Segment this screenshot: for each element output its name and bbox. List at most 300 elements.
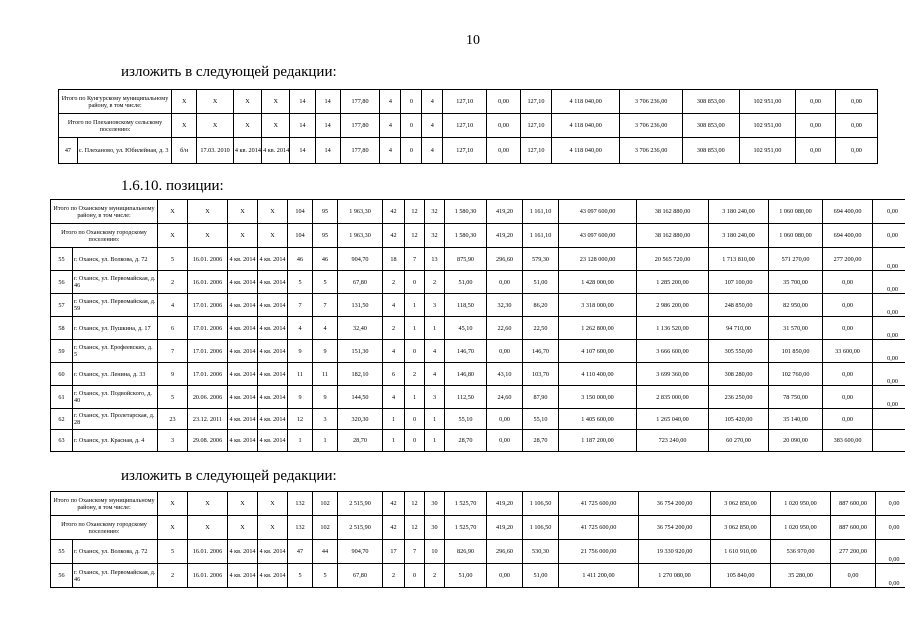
table-cell: 1 106,50 [523,492,559,516]
table-cell: 18 [383,248,405,271]
table-cell: 4 [158,294,188,317]
table-cell: 55,10 [523,409,559,430]
table-cell: 1 187 200,00 [559,430,637,452]
table-cell: 2 515,90 [338,492,383,516]
table-cell: 3 706 236,00 [620,90,683,114]
table-cell: г. Оханск, ул. Ерофеевских, д. 5 [73,340,158,363]
table-cell: 0 [401,90,422,114]
table-cell: 0 [401,114,422,138]
table-cell: 4 118 040,00 [552,90,620,114]
table-cell: 4 кв. 2014 [258,340,288,363]
table-cell: 51,00 [445,271,487,294]
table-cell: 4 кв. 2014 [258,271,288,294]
table-cell: 0,00 [823,363,873,386]
table-cell: 2 [383,564,405,588]
table-cell: 2 [405,363,425,386]
table-cell: 571 270,00 [769,248,823,271]
table-cell: 95 [313,200,338,224]
table-cell: 1 713 810,00 [709,248,769,271]
table-cell: 1 161,10 [523,200,559,224]
table-cell: 9 [158,363,188,386]
table-cell: 4 [383,386,405,409]
table-cell: 2 [383,271,405,294]
table-cell: 0,00 [796,114,836,138]
table-cell: 236 250,00 [709,386,769,409]
table-cell: 4 кв. 2014 [228,248,258,271]
table-cell: 43 097 600,00 [559,200,637,224]
table-row [59,138,878,164]
table-cell: г. Оханск, ул. Пушкина, д. 17 [73,317,158,340]
table-cell: 4 кв. 2014 [258,430,288,452]
table-cell: 7 [288,294,313,317]
table-cell: 12 [405,200,425,224]
table-cell: 1 270 080,00 [639,564,711,588]
table-cell: Итого по Оханскому городскому поселению: [51,516,158,540]
table-cell: 41 725 600,00 [559,492,639,516]
table-cell: 1 405 600,00 [559,409,637,430]
table-cell: 47 [59,138,78,164]
table-cell: 3 706 236,00 [620,114,683,138]
table-cell: 51,00 [445,564,487,588]
table-cell: 4 [422,138,443,164]
table-cell: X [158,492,188,516]
table-cell: 11 [288,363,313,386]
table-cell: 3 666 600,00 [637,340,709,363]
table-cell: 4 кв. 2014 [258,409,288,430]
table-cell: 1 963,30 [338,224,383,248]
table-cell: 0,00 [823,317,873,340]
table-cell: 383 600,00 [823,430,873,452]
table-cell: 694 400,00 [823,224,873,248]
table-cell: 146,70 [523,340,559,363]
table-cell: 102 951,00 [739,90,796,114]
table-cell: 17.01. 2006 [188,363,228,386]
table-cell: 144,50 [338,386,383,409]
table-cell: 17.01. 2006 [188,294,228,317]
table-cell: 0,00 [487,138,521,164]
table-cell: 14 [315,114,340,138]
table-cell: 2 986 200,00 [637,294,709,317]
table-cell: 30 [425,492,445,516]
table-cell: 0,00 [487,564,523,588]
table-cell: 4 [383,340,405,363]
table-cell: 5 [313,564,338,588]
table-cell: 63 [51,430,73,452]
table-cell: 4 [422,90,443,114]
table-cell: 104 [288,200,313,224]
table-cell: 29.08. 2006 [188,430,228,452]
table-cell: 127,10 [443,138,487,164]
table-cell: 36 754 200,00 [639,516,711,540]
table-cell: 0,00 [835,90,877,114]
table-cell: 4 кв. 2014 [228,294,258,317]
table-cell: 2 515,90 [338,516,383,540]
table-cell: 41 725 600,00 [559,516,639,540]
table-cell: 22,60 [487,317,523,340]
table-cell: 320,30 [338,409,383,430]
table-cell: 4 [313,317,338,340]
table-cell: 17 [383,540,405,564]
table-cell: 1 411 200,00 [559,564,639,588]
table-cell: 61 [51,386,73,409]
table-cell: 47 [288,540,313,564]
heading-edit-2: изложить в следующей редакции: [121,468,337,484]
table-cell: 177,80 [340,114,380,138]
table-cell: 2 [158,271,188,294]
table-cell [873,409,905,430]
table-cell: 104 [288,224,313,248]
table-cell: г. Оханск, ул. Подвойского, д. 40 [73,386,158,409]
table-cell: 887 600,00 [831,492,876,516]
table-cell: 32,40 [338,317,383,340]
table-cell: 1 020 950,00 [771,492,831,516]
table-cell: 0,00 [487,340,523,363]
table-cell: 5 [158,248,188,271]
table-cell: 4 кв. 2014 [258,540,288,564]
table-cell: 94 710,00 [709,317,769,340]
table-cell: 0 [405,409,425,430]
table-cell: 9 [313,340,338,363]
table-cell: 59 [51,340,73,363]
table-cell: 1 [425,409,445,430]
table-cell: X [158,200,188,224]
table-cell: 55,10 [445,409,487,430]
table-cell: 4 [422,114,443,138]
table-cell: 127,10 [443,114,487,138]
table-cell: 7 [158,340,188,363]
table-cell: 3 062 850,00 [711,492,771,516]
table-cell: 38 162 880,00 [637,224,709,248]
table-cell: б/н [172,138,197,164]
table-cell: 102 760,00 [769,363,823,386]
table-row [51,492,905,516]
table-cell: 3 [425,294,445,317]
table-cell: Итого по Оханскому городскому поселению: [51,224,158,248]
table-cell: 0,00 [873,294,905,317]
table-cell: 4 кв. 2014 [228,317,258,340]
table-cell: 0,00 [873,224,905,248]
table-cell: 1 525,70 [445,516,487,540]
table-cell: 0,00 [487,271,523,294]
table-cell: 6 [383,363,405,386]
table-cell: 0,00 [823,386,873,409]
table-cell: 2 835 000,00 [637,386,709,409]
table-cell: X [228,224,258,248]
table-cell: 4 кв. 2014 [228,340,258,363]
table-cell: 7 [405,540,425,564]
table-cell: 17.01. 2006 [188,317,228,340]
table-cell [873,430,905,452]
table-cell: 4 [425,363,445,386]
table-cell: г. Оханск, ул. Волкова, д. 72 [73,248,158,271]
table-cell: 5 [288,271,313,294]
table-cell: 3 150 000,00 [559,386,637,409]
table-cell: 3 [425,386,445,409]
table-cell: 1 [425,317,445,340]
table-cell: 102 951,00 [739,114,796,138]
table-cell: 58 [51,317,73,340]
table-cell: 16.01. 2006 [188,248,228,271]
table-okhansk-positions [50,199,905,452]
table-cell: 10 [425,540,445,564]
table-cell: 103,70 [523,363,559,386]
table-cell: 7 [405,248,425,271]
table-cell: 127,10 [443,90,487,114]
table-cell: 146,80 [445,363,487,386]
table-cell: 4 кв. 2014 [228,430,258,452]
table-row [59,90,878,114]
table-cell: 2 [425,564,445,588]
table-row [51,340,905,363]
table-cell: 57 [51,294,73,317]
table-row [51,224,905,248]
table-cell: 3 [158,430,188,452]
table-cell: 4 [288,317,313,340]
table-cell: 4 [380,90,401,114]
table-row [51,564,905,588]
table-cell: 1 060 080,00 [769,224,823,248]
table-cell: 13 [425,248,445,271]
table-cell: 146,70 [445,340,487,363]
table-cell: 308 853,00 [683,114,740,138]
table-cell: 0,00 [796,90,836,114]
page-number: 10 [466,33,480,48]
table-cell: 24,60 [487,386,523,409]
table-cell: 4 кв. 2014 [258,363,288,386]
table-row [51,248,905,271]
table-cell: X [172,114,197,138]
table-cell: 1 136 520,00 [637,317,709,340]
table-row [51,294,905,317]
table-cell: Итого по Оханскому муниципальному району, в том числе: [51,200,158,224]
table-cell: 20.06. 2006 [188,386,228,409]
table-cell: 16.01. 2006 [188,271,228,294]
table-cell: 4 кв. 2014 [228,363,258,386]
table-cell: 182,10 [338,363,383,386]
table-row [51,409,905,430]
table-cell: 0 [405,271,425,294]
table-cell: 5 [288,564,313,588]
table-cell: 530,30 [523,540,559,564]
table-cell: 17.03. 2010 [197,138,234,164]
table-cell: 20 565 720,00 [637,248,709,271]
table-cell: 308 853,00 [683,138,740,164]
table-cell: 19 330 920,00 [639,540,711,564]
table-cell: 0,00 [873,200,905,224]
table-cell: 1 963,30 [338,200,383,224]
table-cell: 4 кв. 2014 [228,540,258,564]
table-cell: 127,10 [520,138,551,164]
table-row [51,386,905,409]
table-cell: 4 кв. 2014 [258,294,288,317]
table-cell: 4 110 400,00 [559,363,637,386]
table-row [51,363,905,386]
table-cell: 107 100,00 [709,271,769,294]
table-cell: 105 420,00 [709,409,769,430]
table-cell: 22,50 [523,317,559,340]
table-cell: 78 750,00 [769,386,823,409]
table-cell: 2 [425,271,445,294]
table-cell: 14 [290,114,315,138]
table-cell: 17.01. 2006 [188,340,228,363]
table-cell: 46 [313,248,338,271]
table-cell: 3 318 000,00 [559,294,637,317]
table-cell: 9 [288,386,313,409]
table-cell: 102 951,00 [739,138,796,164]
table-row [51,430,905,452]
table-cell: 694 400,00 [823,200,873,224]
table-cell: 14 [315,90,340,114]
table-cell: 5 [313,271,338,294]
table-cell: 112,50 [445,386,487,409]
table-cell: 105 840,00 [711,564,771,588]
table-cell: 38 162 880,00 [637,200,709,224]
heading-section-1-6-10: 1.6.10. позиции: [121,178,224,194]
table-cell: 1 610 910,00 [711,540,771,564]
table-cell: 904,70 [338,248,383,271]
table-cell: 32 [425,200,445,224]
table-cell: 12 [288,409,313,430]
table-cell: 2 [158,564,188,588]
table-cell: 296,60 [487,540,523,564]
table-cell: 42 [383,200,405,224]
table-cell: 248 850,00 [709,294,769,317]
table-cell: 305 550,00 [709,340,769,363]
table-cell: 0,00 [835,114,877,138]
table-cell: 0,00 [876,516,905,540]
table-cell: 86,20 [523,294,559,317]
table-cell: 4 107 600,00 [559,340,637,363]
table-okhansk-new [50,491,905,588]
table-cell: Итого по Плехановскому сельскому поселению: [59,114,172,138]
table-cell: X [233,114,261,138]
table-cell: 4 кв. 2014 [228,271,258,294]
table-cell: 0,00 [873,363,905,386]
table-cell: 875,90 [445,248,487,271]
table-cell: 4 [383,294,405,317]
table-cell: 1 [405,294,425,317]
table-cell: 1 060 080,00 [769,200,823,224]
table-cell: X [188,492,228,516]
table-cell: 0,00 [873,340,905,363]
table-cell: 1 106,50 [523,516,559,540]
table-cell: 42 [383,516,405,540]
table-cell: 0,00 [823,271,873,294]
table-cell: 67,80 [338,564,383,588]
table-cell: 14 [315,138,340,164]
table-cell: 43,10 [487,363,523,386]
table-cell: 579,30 [523,248,559,271]
table-cell: 35 140,00 [769,409,823,430]
table-cell: 0,00 [831,564,876,588]
table-cell: 0 [405,430,425,452]
table-cell: 1 265 040,00 [637,409,709,430]
table-cell: 23 [158,409,188,430]
table-cell: 4 кв. 2014 [258,248,288,271]
table-cell: 55 [51,540,73,564]
table-cell: 33 600,00 [823,340,873,363]
table-cell: 12 [405,492,425,516]
table-cell: 177,80 [340,138,380,164]
table-cell: 14 [290,138,315,164]
table-cell: 62 [51,409,73,430]
table-cell: 42 [383,224,405,248]
table-cell: 51,00 [523,564,559,588]
table-cell: 904,70 [338,540,383,564]
table-row [51,516,905,540]
table-cell: 32,30 [487,294,523,317]
table-cell: 0,00 [876,564,905,588]
table-cell: 127,10 [520,90,551,114]
table-cell: 45,10 [445,317,487,340]
table-cell: г. Оханск, ул. Первомайская, д. 46 [73,271,158,294]
table-cell: 419,20 [487,224,523,248]
table-cell: 3 062 850,00 [711,516,771,540]
table-cell: 0 [401,138,422,164]
table-cell: 3 180 240,00 [709,200,769,224]
table-cell: X [258,516,288,540]
table-cell: г. Оханск, ул. Пролетарская, д. 28 [73,409,158,430]
table-cell: 723 240,00 [637,430,709,452]
table-cell: 1 428 000,00 [559,271,637,294]
table-cell: 3 [313,409,338,430]
table-cell: 0,00 [823,409,873,430]
table-cell: 1 [288,430,313,452]
table-cell: 4 [380,114,401,138]
table-cell: X [258,200,288,224]
table-cell: X [258,492,288,516]
table-cell: 5 [158,540,188,564]
table-cell: 21 756 000,00 [559,540,639,564]
table-cell: 12 [405,516,425,540]
table-cell: 0,00 [876,540,905,564]
table-cell: 16.01. 2006 [188,540,228,564]
table-row [51,200,905,224]
table-row [59,114,878,138]
table-cell: 177,80 [340,90,380,114]
table-cell: 1 [425,430,445,452]
table-cell: 102 [313,516,338,540]
table-cell: 0 [405,340,425,363]
table-cell: 1 525,70 [445,492,487,516]
table-cell: 1 580,30 [445,224,487,248]
table-cell: 95 [313,224,338,248]
table-cell: 4 кв. 2014 [262,138,290,164]
table-cell: X [158,224,188,248]
table-cell: 36 754 200,00 [639,492,711,516]
table-cell: X [233,90,261,114]
table-cell: 11 [313,363,338,386]
table-row [51,540,905,564]
table-cell: 0,00 [835,138,877,164]
table-cell: 0,00 [796,138,836,164]
table-cell: 56 [51,564,73,588]
table-cell: 118,50 [445,294,487,317]
table-cell: 308 853,00 [683,90,740,114]
table-cell: 44 [313,540,338,564]
table-kungur [58,89,878,164]
table-cell: 308 280,00 [709,363,769,386]
table-cell: 826,90 [445,540,487,564]
table-cell: 31 570,00 [769,317,823,340]
table-cell: 4 кв. 2014 [233,138,261,164]
table-cell: 1 [313,430,338,452]
table-cell: X [188,200,228,224]
table-cell: 9 [313,386,338,409]
table-cell: 32 [425,224,445,248]
table-cell: X [197,90,234,114]
table-cell: 43 097 600,00 [559,224,637,248]
